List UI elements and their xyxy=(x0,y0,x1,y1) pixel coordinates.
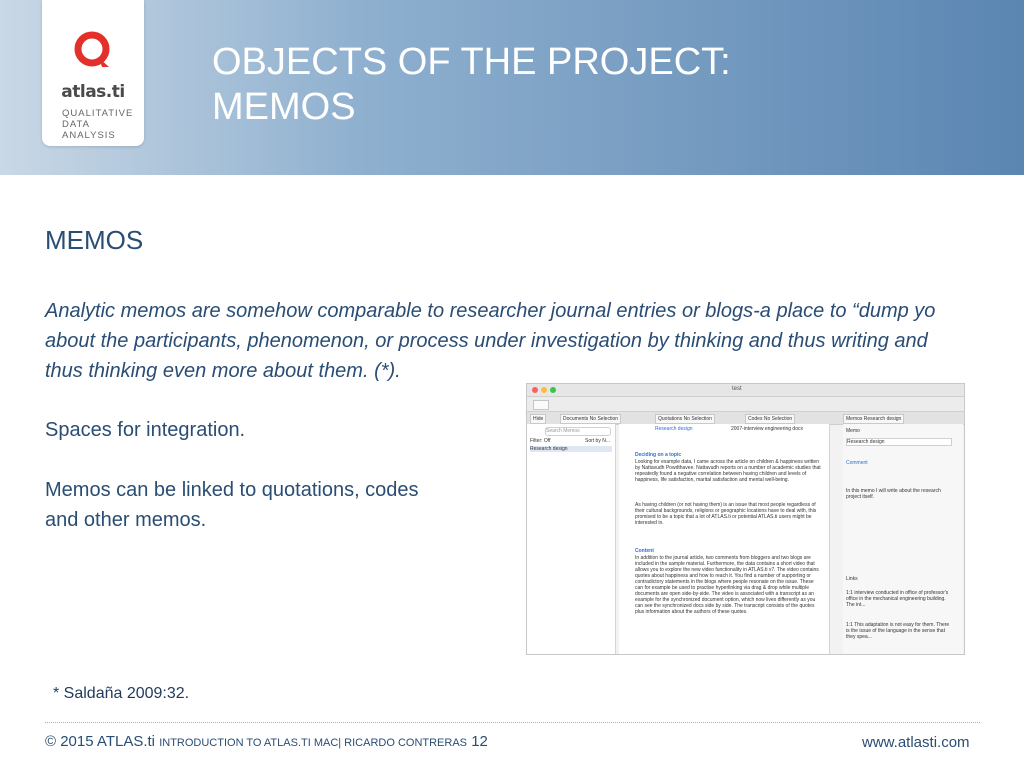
logo-name: atlas.ti xyxy=(61,82,125,102)
sidebar-toggle-button[interactable] xyxy=(533,400,549,410)
footer-divider xyxy=(45,722,980,723)
memo-name-field[interactable]: Research design xyxy=(846,438,952,446)
section-text-topic: Looking for example data, I came across the article on children & happiness written by Nattavudh Powdthavee. Nattavudh reports on a number of academic studies that repeatedly found a negative correlation between having children and levels of happiness, life satisfaction, marital satisfaction and mental well-being. xyxy=(635,459,821,483)
comment-text[interactable]: In this memo I will write about the research project itself. xyxy=(846,488,941,500)
window-titlebar xyxy=(527,384,964,397)
window-title: test xyxy=(732,386,742,392)
section-text-relevance: As having children (or not having them) is an issue that most people regardless of their cultural backgrounds, religions or geographic locations have to deal with, this promised to be a topic that a lot of ATLAS.ti or potential ATLAS.ti users might be interested in. xyxy=(635,502,817,526)
integration-paragraph: Spaces for integration. xyxy=(45,419,246,441)
memo-list-item[interactable]: Research design xyxy=(530,446,612,452)
memos-dropdown[interactable]: Memos Research design xyxy=(843,414,904,424)
link-item-1[interactable]: 1:1 interview conducted in office of professor's office in the mechanical engineering building. The int... xyxy=(846,590,949,608)
slide-title-line-1: OBJECTS OF THE PROJECT: xyxy=(212,41,731,83)
citation: * Saldaña 2009:32. xyxy=(53,685,190,702)
close-window-dot[interactable] xyxy=(532,387,538,393)
links-paragraph-line-1: Memos can be linked to quotations, codes xyxy=(45,479,419,501)
memo-list-pane xyxy=(527,424,616,654)
memo-search-input[interactable]: Search Memos xyxy=(545,427,611,436)
sort-dropdown[interactable]: Sort by N... xyxy=(585,438,611,444)
document-editor-pane xyxy=(619,424,830,654)
codes-dropdown[interactable]: Codes No Selection xyxy=(745,414,795,424)
atlas-ti-logo-icon xyxy=(69,27,115,73)
links-paragraph xyxy=(45,475,419,535)
footer-left xyxy=(45,733,488,750)
memo-inspector-pane xyxy=(843,424,963,654)
atlas-ti-screenshot xyxy=(526,383,965,655)
zoom-window-dot[interactable] xyxy=(550,387,556,393)
copyright-text: © 2015 ATLAS.ti xyxy=(45,733,156,750)
slide-header xyxy=(0,0,1024,175)
link-item-2[interactable]: 1:1 This adaptation is not easy for them. There is the issue of the language in the sense that they spea... xyxy=(846,622,950,640)
logo-tagline-line-1: QUALITATIVE xyxy=(62,108,134,119)
section-heading: MEMOS xyxy=(45,225,144,255)
memo-definition-line-2: about the participants, phenomenon, or process under investigation by thinking and thus writing and xyxy=(45,330,928,352)
section-title-topic: Deciding on a topic xyxy=(635,452,682,458)
section-text-content: In addition to the journal article, two comments from bloggers and two blogs are included in the sample material. Furthermore, the data contains a short video that allows you to explore the new video functionality in ATLAS.ti v7. The video contains quotes about happiness and how to reach it. You find a number of supporting or contradictory statements in the blogs where people resonate on the issue. These can for example be used to practise hyperlinking via drag & drop while multiple documents are open side-by-side. The video is associated with a transcript as an example for the synchronized document option, which now lives differently as you can see the synchronized docs side by side. The transcript consists of the quotes plus information about the authors of these quotes. xyxy=(635,555,819,615)
slide-title xyxy=(212,40,731,130)
memo-definition-line-3: thus thinking even more about them. (*). xyxy=(45,360,401,382)
website-text: www.atlasti.com xyxy=(862,734,970,751)
comment-label: Comment xyxy=(846,460,868,466)
links-label: Links xyxy=(846,576,858,582)
slide-title-line-2: MEMOS xyxy=(212,86,356,128)
logo-card xyxy=(42,0,144,146)
course-text: INTRODUCTION TO ATLAS.TI MAC| RICARDO CONTRERAS xyxy=(159,737,468,749)
filter-label[interactable]: Filter: Off xyxy=(530,438,551,444)
logo-tagline xyxy=(62,108,144,141)
section-title-content: Content xyxy=(635,548,654,554)
quotations-dropdown[interactable]: Quotations No Selection xyxy=(655,414,715,424)
memo-definition-paragraph xyxy=(45,296,935,386)
window-toolbar xyxy=(527,397,964,412)
memo-label: Memo xyxy=(846,428,860,434)
editor-tab-interview[interactable]: 2007-interview engineering docx xyxy=(731,426,803,432)
logo-tagline-line-2: DATA ANALYSIS xyxy=(62,119,116,141)
page-number: 12 xyxy=(471,733,488,750)
memo-definition-line-1: Analytic memos are somehow comparable to researcher journal entries or blogs-a place to “dump yo xyxy=(45,300,936,322)
editor-tab-research-design[interactable]: Research design xyxy=(655,426,693,432)
documents-dropdown[interactable]: Documents No Selection xyxy=(560,414,621,424)
links-paragraph-line-2: and other memos. xyxy=(45,509,207,531)
minimize-window-dot[interactable] xyxy=(541,387,547,393)
hide-button[interactable]: Hide xyxy=(530,414,546,424)
